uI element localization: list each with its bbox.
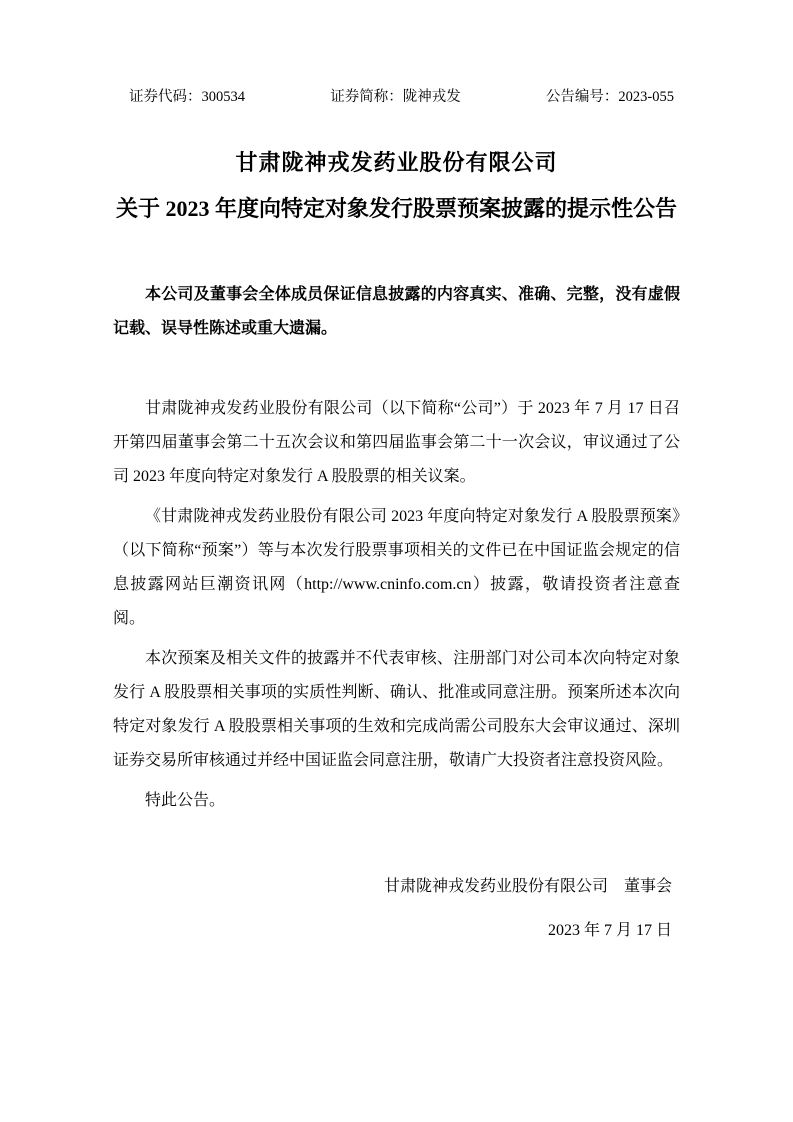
date-line: 2023 年 7 月 17 日 xyxy=(547,922,672,940)
announcement-title: 关于 2023 年度向特定对象发行股票预案披露的提示性公告 xyxy=(115,196,677,222)
board-guarantee-statement: 本公司及董事会全体成员保证信息披露的内容真实、准确、完整，没有虚假记载、误导性陈述或重大遗漏。 xyxy=(113,286,680,338)
stock-short-name: 证券简称：陇神戎发 xyxy=(330,89,461,105)
document-header xyxy=(113,88,680,107)
paragraph-risk-notice: 本次预案及相关文件的披露并不代表审核、注册部门对公司本次向特定对象发行 A 股股票相关事项的实质性判断、确认、批准或同意注册。预案所述本次向特定对象发行 A 股股票相关事项的生效和完成尚需公司股东大会审议通过、深圳证券交易所审核通过并经中国证监会同意注册，敬请广大投资者注意投资风险。 xyxy=(113,650,680,770)
announcement-number: 公告编号：2023-055 xyxy=(545,89,674,105)
paragraph-disclosure-website: 《甘肃陇神戎发药业股份有限公司 2023 年度向特定对象发行 A 股股票预案》（以下简称“预案”）等与本次发行股票事项相关的文件已在中国证监会规定的信息披露网站巨潮资讯网（http://www.cninfo.com.cn）披露，敬请投资者注意查阅。 xyxy=(113,508,680,628)
paragraph-board-meeting: 甘肃陇神戎发药业股份有限公司（以下简称“公司”）于 2023 年 7 月 17 日召开第四届董事会第二十五次会议和第四届监事会第二十一次会议，审议通过了公司 2023 年度向特定对象发行 A 股股票的相关议案。 xyxy=(113,400,680,486)
stock-code: 证券代码：300534 xyxy=(129,89,245,105)
closing-line: 特此公告。 xyxy=(145,792,226,810)
signature-line: 甘肃陇神戎发药业股份有限公司 董事会 xyxy=(383,878,672,896)
company-name-title: 甘肃陇神戎发药业股份有限公司 xyxy=(235,149,558,175)
